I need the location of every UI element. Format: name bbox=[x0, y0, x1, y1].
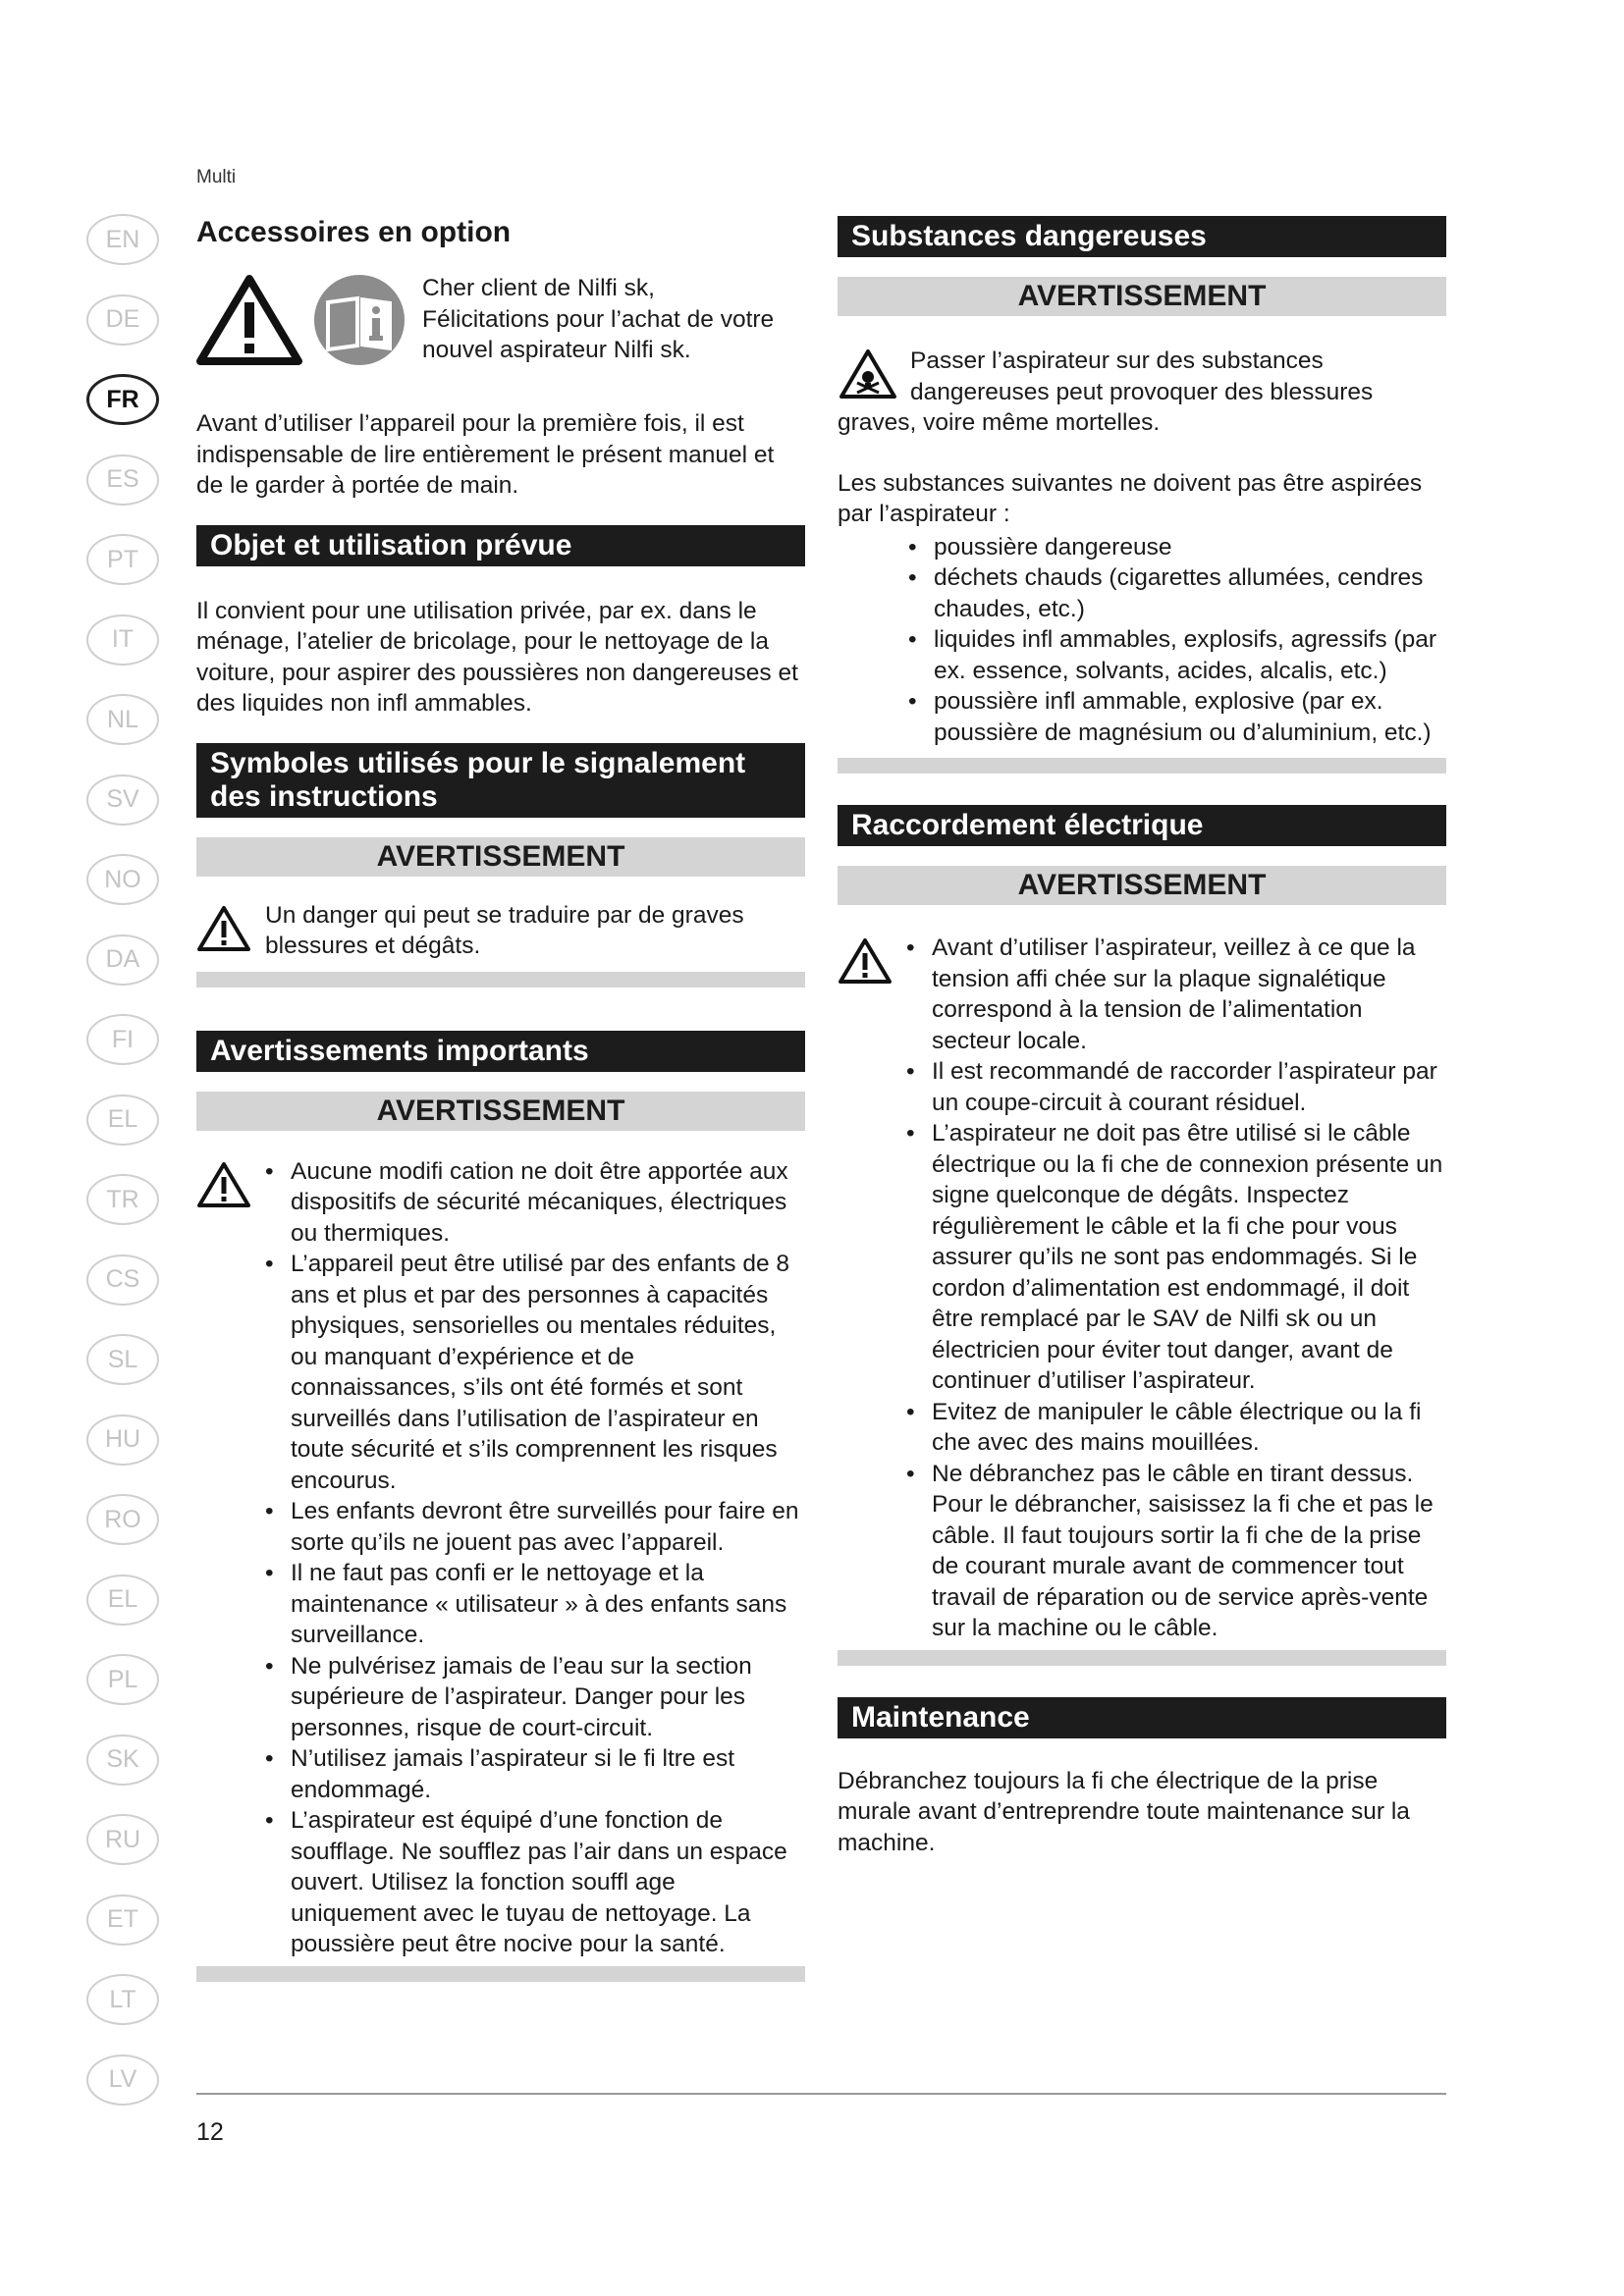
maintenance-paragraph: Débranchez toujours la fi che électrique de la prise murale avant d’entreprendre toute maintenance sur la machine. bbox=[838, 1767, 1410, 1856]
section-important-title: Avertissements importants bbox=[196, 1031, 805, 1072]
warning-icon bbox=[838, 936, 893, 986]
substances-intro: Les substances suivantes ne doivent pas être aspirées par l’aspirateur : bbox=[838, 469, 1423, 527]
language-tab-ru[interactable]: RU bbox=[86, 1814, 159, 1865]
section-maintenance-title: Maintenance bbox=[838, 1697, 1446, 1738]
electrical-warning-banner: AVERTISSEMENT bbox=[838, 866, 1446, 905]
language-tab-lv[interactable]: LV bbox=[86, 2055, 159, 2106]
list-item: • Les enfants devront être surveillés pour faire en sorte qu’ils ne jouent pas avec l’appareil. bbox=[253, 1496, 803, 1558]
language-tab-pt[interactable]: PT bbox=[86, 534, 159, 585]
section-divider bbox=[196, 1966, 805, 1982]
list-item: • N’utilisez jamais l’aspirateur si le fi ltre est endommagé. bbox=[253, 1743, 803, 1805]
intro-paragraph: Avant d’utiliser l’appareil pour la première fois, il est indispensable de lire entièrement le présent manuel et de le garder à portée de main. bbox=[196, 410, 775, 499]
substances-list bbox=[896, 532, 1446, 749]
language-tab-sv[interactable]: SV bbox=[86, 774, 159, 826]
list-item: • Il est recommandé de raccorder l’aspirateur par un coupe-circuit à courant résiduel. bbox=[894, 1056, 1444, 1118]
section-divider bbox=[838, 758, 1446, 774]
language-tab-el[interactable]: EL bbox=[86, 1575, 159, 1626]
important-row bbox=[196, 1156, 805, 1960]
list-item: • Ne pulvérisez jamais de l’eau sur la section supérieure de l’aspirateur. Danger pour les personnes, risque de court-circuit. bbox=[253, 1651, 803, 1744]
language-tab-es[interactable]: ES bbox=[86, 454, 159, 506]
list-item: • L’aspirateur ne doit pas être utilisé si le câble électrique ou la fi che de connexion présente un signe quelconque de dégâts. Inspectez régulièrement le câble et la fi che pour vous assurer qu’ils ne sont pas endommagés. Si le cordon d’alimentation est endommagé, il doit être remplacé par le SAV de Nilfi sk ou un électricien pour éviter tout danger, avant de continuer d’utiliser l’aspirateur. bbox=[894, 1118, 1444, 1397]
language-tab-lt[interactable]: LT bbox=[86, 1974, 159, 2025]
important-list bbox=[253, 1156, 803, 1960]
language-tab-pl[interactable]: PL bbox=[86, 1654, 159, 1705]
running-header: Multi bbox=[196, 167, 237, 187]
list-item: • Avant d’utiliser l’aspirateur, veillez à ce que la tension affi chée sur la plaque signalétique correspond à la tension de l’alimentation secteur locale. bbox=[894, 933, 1444, 1056]
section-divider bbox=[196, 972, 805, 988]
section-object-title: Objet et utilisation prévue bbox=[196, 525, 805, 566]
important-warning-banner: AVERTISSEMENT bbox=[196, 1092, 805, 1131]
list-item: • déchets chauds (cigarettes allumées, cendres chaudes, etc.) bbox=[896, 562, 1446, 624]
language-tab-tr[interactable]: TR bbox=[86, 1174, 159, 1225]
left-column bbox=[196, 216, 805, 1982]
substances-warning-text: Passer l’aspirateur sur des substances dangereuses peut provoquer des blessures graves, voire même mortelles. bbox=[838, 347, 1374, 436]
page-number: 12 bbox=[196, 2118, 224, 2146]
language-tab-en[interactable]: EN bbox=[86, 214, 159, 265]
warning-icon bbox=[196, 904, 251, 953]
language-tab-et[interactable]: ET bbox=[86, 1895, 159, 1946]
toxic-warning-icon bbox=[838, 347, 898, 400]
language-tab-sl[interactable]: SL bbox=[86, 1334, 159, 1385]
language-tab-sk[interactable]: SK bbox=[86, 1735, 159, 1786]
language-tab-nl[interactable]: NL bbox=[86, 694, 159, 745]
intro-greeting: Cher client de Nilfi sk, Félicitations pour l’achat de votre nouvel aspirateur Nilfi sk. bbox=[422, 275, 775, 363]
section-electrical-title: Raccordement électrique bbox=[838, 805, 1446, 846]
electrical-list bbox=[894, 933, 1444, 1644]
language-tab-el[interactable]: EL bbox=[86, 1095, 159, 1146]
symbols-row bbox=[196, 900, 805, 962]
list-item: • poussière infl ammable, explosive (par ex. poussière de magnésium ou d’aluminium, etc.) bbox=[896, 686, 1446, 748]
language-tab-cs[interactable]: CS bbox=[86, 1255, 159, 1306]
list-item: • Il ne faut pas confi er le nettoyage et la maintenance « utilisateur » à des enfants sans surveillance. bbox=[253, 1558, 803, 1651]
warning-icon bbox=[196, 1160, 251, 1209]
electrical-row bbox=[838, 933, 1446, 1644]
list-item: • Aucune modifi cation ne doit être apportée aux dispositifs de sécurité mécaniques, électriques ou thermiques. bbox=[253, 1156, 803, 1250]
list-item: • poussière dangereuse bbox=[896, 532, 1446, 563]
list-item: • liquides infl ammables, explosifs, agressifs (par ex. essence, solvants, acides, alcalis, etc.) bbox=[896, 624, 1446, 686]
object-paragraph: Il convient pour une utilisation privée, par ex. dans le ménage, l’atelier de bricolage, pour le nettoyage de la voiture, pour aspirer des poussières non dangereuses et des liquides non infl ammables. bbox=[196, 597, 798, 717]
right-column bbox=[838, 216, 1446, 1858]
language-tab-no[interactable]: NO bbox=[86, 854, 159, 905]
section-symbols-title: Symboles utilisés pour le signalement des instructions bbox=[196, 743, 805, 818]
language-tab-ro[interactable]: RO bbox=[86, 1494, 159, 1545]
language-tab-fi[interactable]: FI bbox=[86, 1014, 159, 1065]
accessories-title: Accessoires en option bbox=[196, 216, 512, 248]
list-item: • L’appareil peut être utilisé par des enfants de 8 ans et plus et par des personnes à capacités physiques, sensorielles ou mentales réduites, ou manquant d’expérience et de connaissances, s’ils ont été formés et sont surveillés dans l’utilisation de l’aspirateur en toute sécurité et s’ils comprennent les risques encourus. bbox=[253, 1249, 803, 1496]
language-tab-de[interactable]: DE bbox=[86, 294, 159, 346]
list-item: • Ne débranchez pas le câble en tirant dessus. Pour le débrancher, saisissez la fi che et pas le câble. Il faut toujours sortir la fi che de la prise de courant murale avant de commencer tout travail de réparation ou de service après-vente sur la machine ou le câble. bbox=[894, 1459, 1444, 1644]
section-divider bbox=[838, 1650, 1446, 1666]
language-tab-da[interactable]: DA bbox=[86, 934, 159, 986]
symbols-text: Un danger qui peut se traduire par de graves blessures et dégâts. bbox=[265, 901, 744, 959]
language-tab-fr[interactable]: FR bbox=[86, 374, 159, 425]
list-item: • L’aspirateur est équipé d’une fonction de soufflage. Ne soufflez pas l’air dans un espace ouvert. Utilisez la fonction souffl age uniquement avec le tuyau de nettoyage. La poussière peut être nocive pour la santé. bbox=[253, 1805, 803, 1960]
list-item: • Evitez de manipuler le câble électrique ou la fi che avec des mains mouillées. bbox=[894, 1397, 1444, 1459]
warning-icon bbox=[196, 273, 302, 367]
footer-rule bbox=[196, 2093, 1446, 2095]
substances-text bbox=[838, 346, 1446, 439]
language-tab-it[interactable]: IT bbox=[86, 614, 159, 666]
language-tab-hu[interactable]: HU bbox=[86, 1415, 159, 1466]
substances-warning-banner: AVERTISSEMENT bbox=[838, 277, 1446, 316]
intro-block bbox=[196, 273, 805, 367]
section-substances-title: Substances dangereuses bbox=[838, 216, 1446, 257]
symbols-warning-banner: AVERTISSEMENT bbox=[196, 837, 805, 877]
read-manual-icon bbox=[312, 273, 406, 367]
